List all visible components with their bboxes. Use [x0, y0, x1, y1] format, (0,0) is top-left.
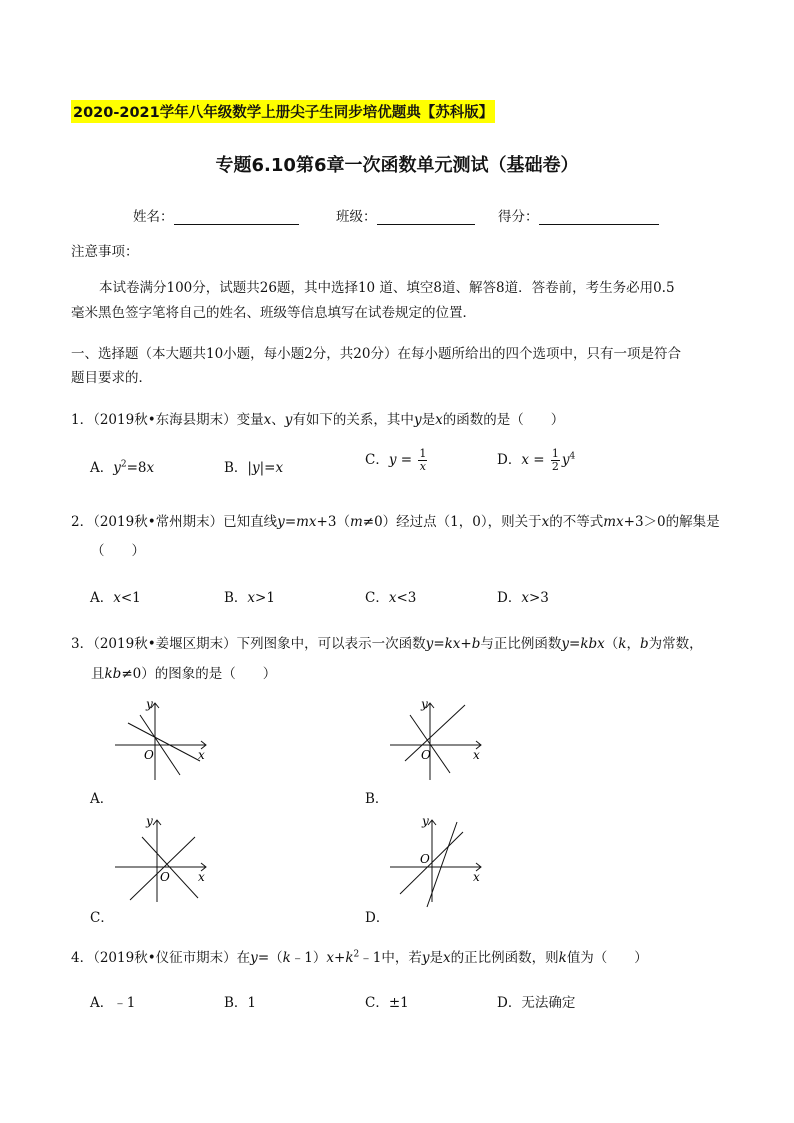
line-1	[130, 837, 195, 900]
origin-label: O	[421, 748, 431, 762]
question-2-option-c[interactable]: C．x<3	[365, 590, 417, 606]
question-4-option-a[interactable]: A．﹣1	[90, 995, 136, 1011]
question-2-option-b[interactable]: B．x>1	[224, 590, 275, 606]
x-label: x	[473, 748, 480, 762]
y-label: y	[421, 697, 428, 711]
question-2-stem: 2．（2019秋•常州期末）已知直线y=mx+3（m≠0）经过点（1，0），则关于x的不等式mx+3＞0的解集是	[71, 514, 720, 530]
section1-line-2: 题目要求的．	[71, 370, 152, 386]
origin-label: O	[420, 852, 430, 866]
section1-line-1: 一、选择题（本大题共10小题，每小题2分，共20分）在每小题所给出的四个选项中，只有一项是符合	[71, 346, 681, 362]
notice-line-2: 毫米黑色签字笔将自己的姓名、班级等信息填写在试卷规定的位置．	[71, 305, 476, 321]
question-1-option-a[interactable]: A．$y^2=8x$	[90, 459, 155, 476]
page-title: 专题6.10第6章一次函数单元测试（基础卷）	[215, 155, 579, 176]
notice-line-1: 本试卷满分100分，试题共26题，其中选择10 道、填空8道、解答8道．答卷前，考生务必用0.5	[99, 280, 675, 296]
question-2-paren: （ ）	[91, 543, 145, 559]
y-label: y	[146, 814, 153, 828]
line-1	[128, 723, 200, 761]
class-blank[interactable]	[377, 210, 475, 225]
question-4-option-c[interactable]: C．±1	[365, 995, 409, 1011]
question-4-option-d[interactable]: D．无法确定	[497, 995, 576, 1011]
score-field	[498, 205, 659, 225]
graph-a-label[interactable]: A．	[90, 791, 114, 807]
graph-d-label[interactable]: D．	[365, 910, 390, 926]
question-2-option-a[interactable]: A．x<1	[90, 590, 141, 606]
graph-d[interactable]	[385, 812, 490, 912]
x-label: x	[198, 870, 205, 884]
score-blank[interactable]	[539, 210, 659, 225]
series-banner: 2020-2021学年八年级数学上册尖子生同步培优题典【苏科版】	[71, 100, 495, 123]
question-3-stem: 3．（2019秋•姜堰区期末）下列图象中，可以表示一次函数y=kx+b与正比例函数y=kbx（k，b为常数，	[71, 636, 703, 652]
graph-b-label[interactable]: B．	[365, 791, 389, 807]
name-blank[interactable]	[174, 210, 299, 225]
question-1-option-b[interactable]: B．|y|=x	[224, 460, 284, 476]
graph-b[interactable]	[385, 695, 490, 785]
question-4-option-b[interactable]: B．1	[224, 995, 257, 1011]
x-label: x	[473, 870, 480, 884]
graph-c[interactable]	[110, 812, 215, 907]
question-4-stem: 4．（2019秋•仪征市期末）在$y=(k﹣1)x+k^2﹣1$中，若y是x的正比例函数，则k值为（ ）	[71, 949, 648, 966]
origin-label: O	[144, 748, 154, 762]
name-field	[133, 205, 299, 225]
question-2-option-d[interactable]: D．x>3	[497, 590, 549, 606]
class-label: 班级：	[336, 209, 377, 225]
question-1-stem: 1．（2019秋•东海县期末）变量x、y有如下的关系，其中y是x的函数的是（ ）	[71, 412, 565, 428]
y-label: y	[422, 814, 429, 828]
line-1	[405, 705, 465, 761]
y-label: y	[146, 697, 153, 711]
x-label: x	[198, 748, 205, 762]
class-field	[336, 205, 475, 225]
score-label: 得分：	[498, 209, 539, 225]
graph-c-label[interactable]: C．	[90, 910, 114, 926]
question-1-option-d[interactable]: D．x = $\frac{1}{2}$ $y^4$	[497, 447, 576, 473]
origin-label: O	[160, 870, 170, 884]
question-3-stem-line-2: 且kb≠0）的图象的是（ ）	[91, 666, 277, 682]
notice-heading: 注意事项：	[71, 244, 139, 260]
question-1-option-c[interactable]: C．y = $\frac{1}{x}$	[365, 447, 427, 473]
graph-a[interactable]	[110, 695, 215, 785]
name-label: 姓名：	[133, 209, 174, 225]
